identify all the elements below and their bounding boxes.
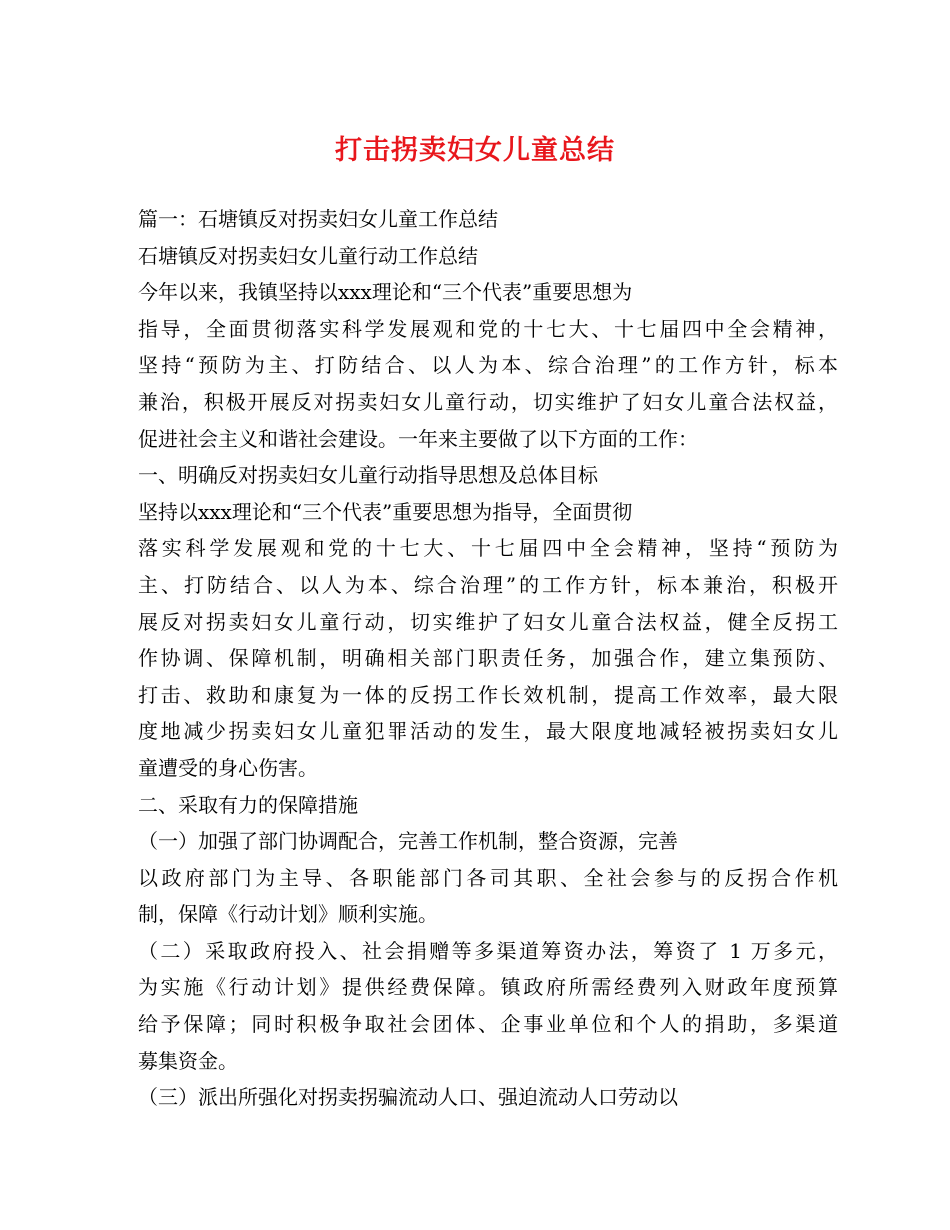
text-line: 落实科学发展观和党的十七大、十七届四中全会精神，坚持“预防为 [138, 536, 838, 561]
text-line: 制，保障《行动计划》顺利实施。 [138, 902, 438, 927]
text-line: 以政府部门为主导、各职能部门各司其职、全社会参与的反拐合作机 [138, 865, 838, 890]
text-line: （二）采取政府投入、社会捐赠等多渠道筹资办法，筹资了 1 万多元， [138, 938, 838, 963]
text-line: 募集资金。 [138, 1048, 238, 1073]
document-body [138, 201, 838, 1116]
text-line: 兼治，积极开展反对拐卖妇女儿童行动，切实维护了妇女儿童合法权益， [138, 389, 838, 414]
text-line: 促进社会主义和谐社会建设。一年来主要做了以下方面的工作： [138, 426, 698, 451]
text-line: 主、打防结合、以人为本、综合治理”的工作方针，标本兼治，积极开 [138, 572, 838, 597]
text-line: （三）派出所强化对拐卖拐骗流动人口、强迫流动人口劳动以 [138, 1085, 678, 1110]
text-line: （一）加强了部门协调配合，完善工作机制，整合资源，完善 [138, 829, 678, 854]
text-line: 打击、救助和康复为一体的反拐工作长效机制，提高工作效率，最大限 [138, 682, 838, 707]
text-line: 度地减少拐卖妇女儿童犯罪活动的发生，最大限度地减轻被拐卖妇女儿 [138, 719, 838, 744]
section-heading: 一、明确反对拐卖妇女儿童行动指导思想及总体目标 [138, 463, 598, 488]
text-line: 石塘镇反对拐卖妇女儿童行动工作总结 [138, 243, 478, 268]
text-line: 展反对拐卖妇女儿童行动，切实维护了妇女儿童合法权益，健全反拐工 [138, 609, 838, 634]
text-line: 篇一：石塘镇反对拐卖妇女儿童工作总结 [138, 207, 498, 231]
text-line: 坚持“预防为主、打防结合、以人为本、综合治理”的工作方针，标本 [138, 353, 838, 378]
section-heading: 二、采取有力的保障措施 [138, 792, 358, 817]
text-line: 作协调、保障机制，明确相关部门职责任务，加强合作，建立集预防、 [138, 646, 838, 671]
text-line: 指导，全面贯彻落实科学发展观和党的十七大、十七届四中全会精神， [138, 316, 838, 341]
text-line: 给予保障；同时积极争取社会团体、企事业单位和个人的捐助，多渠道 [138, 1012, 838, 1037]
document-title: 打击拐卖妇女儿童总结 [335, 135, 615, 166]
text-line: 今年以来，我镇坚持以xxx理论和“三个代表”重要思想为 [138, 280, 633, 305]
text-line: 坚持以xxx理论和“三个代表”重要思想为指导，全面贯彻 [138, 499, 633, 524]
text-line: 为实施《行动计划》提供经费保障。镇政府所需经费列入财政年度预算 [138, 975, 838, 1000]
text-line: 童遭受的身心伤害。 [138, 755, 318, 780]
